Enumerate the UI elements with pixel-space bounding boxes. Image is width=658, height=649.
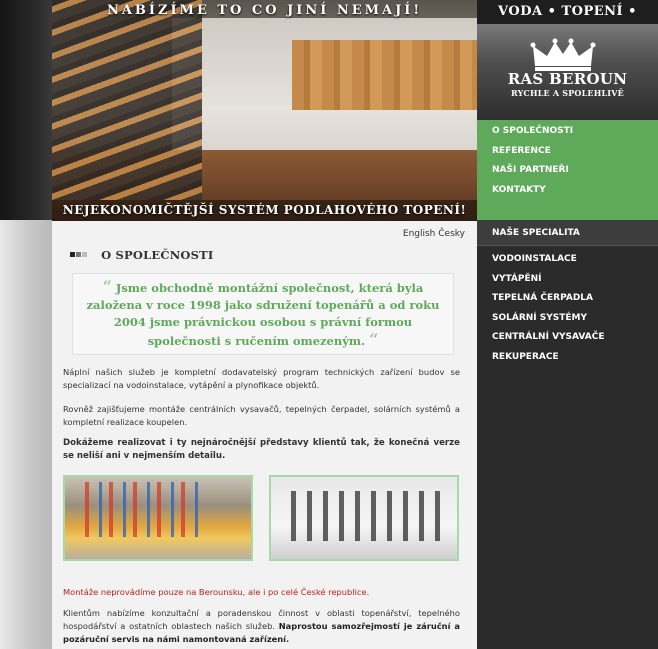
left-strip-dark bbox=[0, 0, 52, 220]
specialty-item-centralni-vysavace[interactable]: CENTRÁLNÍ VYSAVAČE bbox=[492, 332, 605, 342]
highlight-paragraph: Dokážeme realizovat i ty nejnáročnější představy klientů tak, že konečná verze se neliší ani v nejmenším detailu. bbox=[63, 438, 460, 461]
brand-slogan: RYCHLE A SPOLEHLIVĚ bbox=[511, 88, 624, 98]
title-square-icon bbox=[76, 252, 81, 257]
consulting-text: Klientům nabízíme konzultační a poradenskou činnost v oblasti topenářství, tepelného hospodářství a ostatních oblastech našich služeb. bbox=[63, 608, 460, 631]
brand-name: RAS BEROUN bbox=[507, 70, 628, 88]
language-czech-link[interactable]: Česky bbox=[438, 229, 465, 239]
plumbing-installation-photo bbox=[269, 475, 459, 561]
title-square-icon bbox=[82, 252, 87, 257]
hero-banner bbox=[52, 0, 477, 221]
nav-item-kontakty[interactable]: KONTAKTY bbox=[492, 184, 546, 195]
hero-headline: NABÍZÍME TO CO JINÍ NEMAJÍ! bbox=[106, 3, 423, 18]
specialty-item-vytapeni[interactable]: VYTÁPĚNÍ bbox=[492, 273, 542, 284]
company-quote bbox=[72, 273, 454, 355]
tagline: VODA • TOPENÍ • bbox=[477, 0, 658, 24]
specialty-item-solarni-systemy[interactable]: SOLÁRNÍ SYSTÉMY bbox=[492, 312, 588, 323]
specialty-heading: NAŠE SPECIALITA bbox=[477, 220, 658, 246]
quote-close-icon: “ bbox=[369, 330, 379, 349]
specialty-navigation bbox=[477, 220, 658, 649]
crown-icon bbox=[529, 38, 597, 72]
language-switcher bbox=[403, 229, 465, 239]
hero-subheadline: NEJEKONOMIČTĚJŠÍ SYSTÉM PODLAHOVÉHO TOPENÍ! bbox=[52, 200, 477, 221]
nav-item-o-spolecnosti[interactable]: O SPOLEČNOSTI bbox=[492, 126, 574, 136]
heating-manifold-photo bbox=[63, 475, 253, 561]
coverage-notice: Montáže neprovádíme pouze na Berounsku, ale i po celé České republice. bbox=[63, 587, 370, 597]
specialty-item-vodoinstalace[interactable]: VODOINSTALACE bbox=[492, 254, 577, 264]
language-english-link[interactable]: English bbox=[402, 229, 436, 239]
service-guarantee-text: Naprostou samozřejmostí je záruční a pozáruční servis na námi namontovaná zařízení. bbox=[63, 621, 461, 644]
services-paragraph: Rovněž zajišťujeme montáže centrálních vysavačů, tepelných čerpadel, solárních systémů a kompletní realizace koupelen. bbox=[63, 404, 460, 427]
specialty-item-tepelna-cerpadla[interactable]: TEPELNÁ ČERPADLA bbox=[492, 293, 593, 303]
hero-staircase bbox=[52, 0, 202, 200]
quote-text: Jsme obchodně montážní společnost, která byla založena v roce 1998 jako sdružení topenářů a od roku 2004 jsme právnickou osobou s právní formou společnosti s ručením omezeným. bbox=[86, 281, 440, 348]
page-title-row bbox=[70, 244, 213, 260]
logo[interactable] bbox=[477, 24, 658, 120]
specialty-item-rekuperace[interactable]: REKUPERACE bbox=[492, 351, 559, 362]
title-square-icon bbox=[70, 252, 75, 257]
left-decorative-strip bbox=[0, 0, 52, 649]
nav-item-partneri[interactable]: NAŠI PARTNEŘI bbox=[492, 165, 569, 175]
nav-item-reference[interactable]: REFERENCE bbox=[492, 145, 551, 156]
consulting-paragraph bbox=[63, 607, 460, 646]
right-sidebar bbox=[477, 0, 658, 649]
quote-open-icon: “ bbox=[102, 277, 112, 296]
main-content bbox=[52, 221, 477, 649]
hero-wood-panel bbox=[292, 40, 477, 110]
top-navigation bbox=[477, 120, 658, 220]
page-title: O SPOLEČNOSTI bbox=[101, 247, 214, 262]
intro-paragraph: Náplní našich služeb je kompletní dodavatelský program technických zařízení budov se specializací na vodoinstalace, vytápění a plynofikace objektů. bbox=[63, 367, 460, 390]
